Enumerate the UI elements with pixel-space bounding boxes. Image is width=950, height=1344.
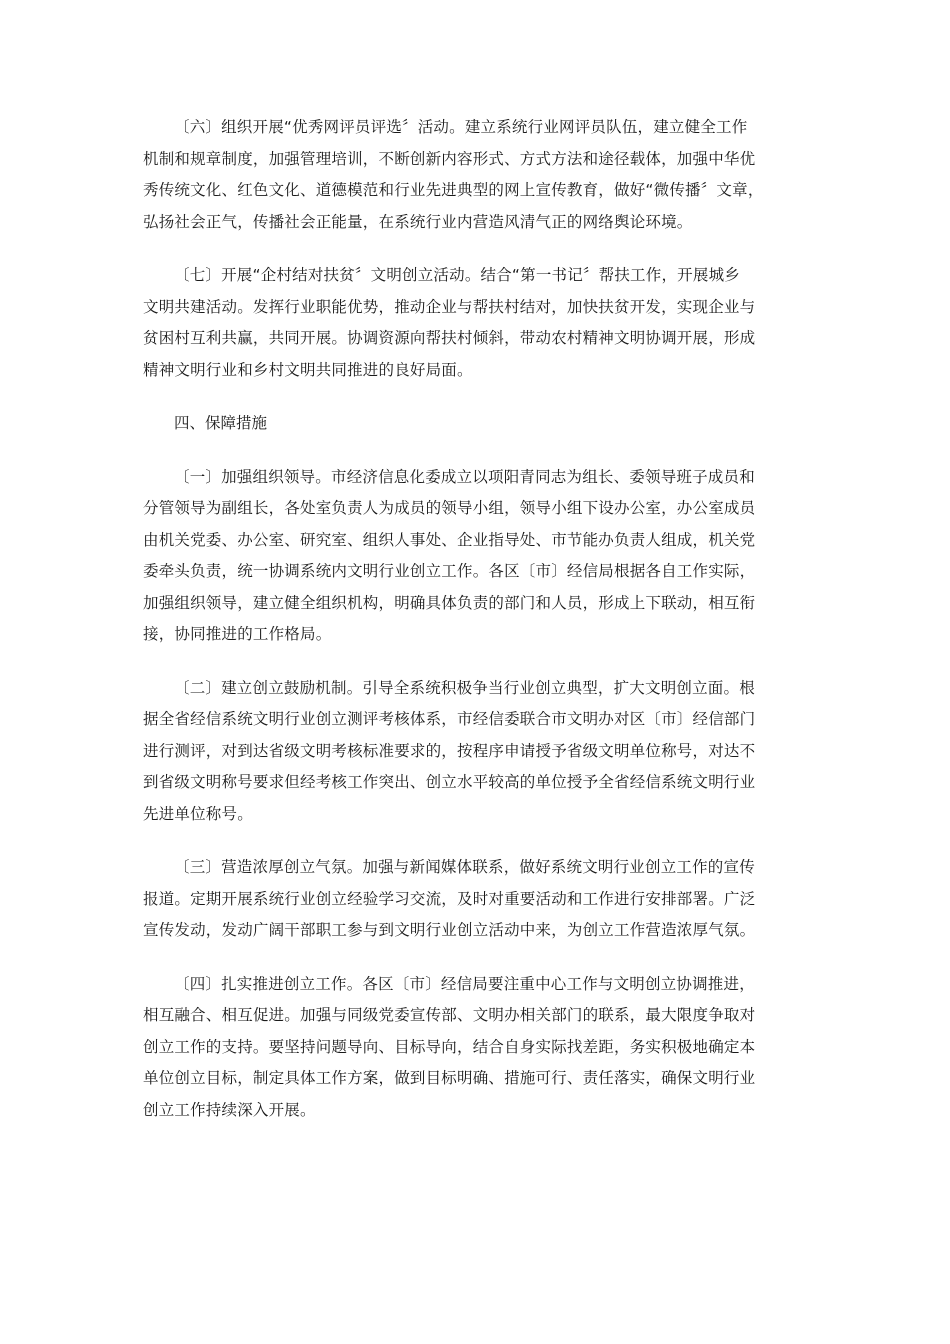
document-body (143, 112, 805, 1148)
paragraph-line: 宣传发动，发动广阔干部职工参与到文明行业创立活动中来，为创立工作营造浓厚气氛。 (143, 921, 756, 939)
paragraph-line: 创立工作持续深入开展。 (143, 1100, 316, 1119)
section-heading: 四、保障措施 (174, 414, 268, 432)
paragraph-line: 〔六〕组织开展“优秀网评员评选〞活动。建立系统行业网评员队伍，建立健全工作 (174, 118, 748, 136)
paragraph-line: 〔四〕扎实推进创立工作。各区〔市〕经信局要注重中心工作与文明创立协调推进， (174, 974, 755, 993)
paragraph-line: 分管领导为副组长，各处室负责人为成员的领导小组，领导小组下设办公室，办公室成员 (143, 499, 756, 517)
paragraph-line: 到省级文明称号要求但经考核工作突出、创立水平较高的单位授予全省经信系统文明行业 (143, 773, 756, 791)
paragraph-line: 精神文明行业和乡村文明共同推进的良好局面。 (143, 360, 473, 379)
measure-one (143, 462, 805, 651)
paragraph-line: 进行测评，对到达省级文明考核标准要求的，按程序申请授予省级文明单位称号，对达不 (143, 741, 756, 760)
paragraph-line: 先进单位称号。 (143, 804, 253, 823)
paragraph-line: 贫困村互利共赢，共同开展。协调资源向帮扶村倾斜，带动农村精神文明协调开展，形成 (143, 329, 756, 347)
paragraph-line: 弘扬社会正气，传播社会正能量，在系统行业内营造风清气正的网络舆论环境。 (143, 212, 693, 231)
paragraph-line: 接，协同推进的工作格局。 (143, 625, 332, 643)
paragraph-line: 相互融合、相互促进。加强与同级党委宣传部、文明办相关部门的联系，最大限度争取对 (143, 1006, 756, 1024)
paragraph-line: 〔一〕加强组织领导。市经济信息化委成立以项阳青同志为组长、委领导班子成员和 (174, 467, 755, 486)
paragraph-line: 机制和规章制度，加强管理培训，不断创新内容形式、方式方法和途径载体，加强中华优 (143, 149, 756, 168)
paragraph-line: 委牵头负责，统一协调系统内文明行业创立工作。各区〔市〕经信局根据各自工作实际， (143, 562, 756, 580)
paragraph-line: 报道。定期开展系统行业创立经验学习交流，及时对重要活动和工作进行安排部署。广泛 (143, 889, 756, 908)
measure-four (143, 969, 805, 1127)
measure-three (143, 852, 805, 947)
paragraph-line: 秀传统文化、红色文化、道德模范和行业先进典型的网上宣传教育，做好“微传播〞文章， (143, 181, 764, 199)
paragraph-line: 文明共建活动。发挥行业职能优势，推动企业与帮扶村结对，加快扶贫开发，实现企业与 (143, 297, 756, 316)
paragraph-line: 据全省经信系统文明行业创立测评考核体系，市经信委联合市文明办对区〔市〕经信部门 (143, 710, 756, 728)
paragraph-line: 〔七〕开展“企村结对扶贫〞文明创立活动。结合“第一书记〞帮扶工作，开展城乡 (174, 266, 740, 284)
paragraph-line: 〔二〕建立创立鼓励机制。引导全系统积极争当行业创立典型，扩大文明创立面。根 (174, 678, 755, 697)
paragraph-line: 创立工作的支持。要坚持问题导向、目标导向，结合自身实际找差距，务实积极地确定本 (143, 1037, 756, 1056)
paragraph-seven (143, 260, 805, 386)
measure-two (143, 673, 805, 831)
paragraph-line: 加强组织领导，建立健全组织机构，明确具体负责的部门和人员，形成上下联动，相互衔 (143, 593, 756, 612)
paragraph-line: 〔三〕营造浓厚创立气氛。加强与新闻媒体联系，做好系统文明行业创立工作的宣传 (174, 858, 755, 876)
paragraph-six (143, 112, 805, 238)
paragraph-line: 单位创立目标，制定具体工作方案，做到目标明确、措施可行、责任落实，确保文明行业 (143, 1069, 756, 1087)
paragraph-line: 由机关党委、办公室、研究室、组织人事处、企业指导处、市节能办负责人组成，机关党 (143, 530, 756, 549)
